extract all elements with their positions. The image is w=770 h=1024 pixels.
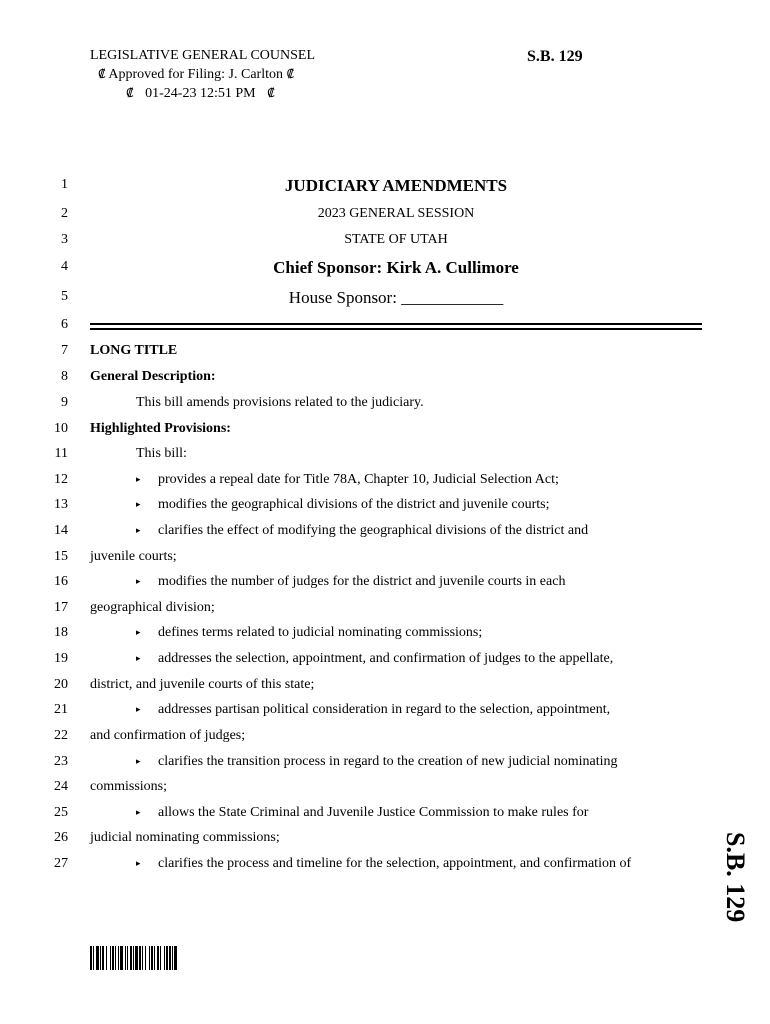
bullet-icon: ▸ <box>136 526 141 536</box>
provision-item: ▸ clarifies the process and timeline for the selection, appointment, and confirmation of <box>136 856 632 871</box>
office-name: LEGISLATIVE GENERAL COUNSEL <box>90 48 316 63</box>
divider-rule <box>90 323 702 325</box>
line-number: 24 <box>54 779 68 794</box>
provision-continuation: and confirmation of judges; <box>90 728 246 743</box>
line-number: 9 <box>61 395 68 410</box>
bill-title: JUDICIARY AMENDMENTS <box>284 176 508 195</box>
line-number: 25 <box>54 805 68 820</box>
provision-continuation: district, and juvenile courts of this state; <box>90 677 315 692</box>
line-number: 21 <box>54 702 68 717</box>
line-number: 18 <box>54 625 68 640</box>
line-number: 12 <box>54 472 68 487</box>
provision-continuation: judicial nominating commissions; <box>90 830 280 845</box>
line-number: 16 <box>54 574 68 589</box>
barcode-icon <box>90 946 232 970</box>
provision-continuation: geographical division; <box>90 600 215 615</box>
bullet-icon: ▸ <box>136 705 141 715</box>
approval-line <box>98 67 294 83</box>
line-number: 19 <box>54 651 68 666</box>
line-number: 4 <box>61 259 68 274</box>
bullet-icon: ▸ <box>136 808 141 818</box>
bill-id-header: S.B. 129 <box>527 48 583 65</box>
approval-mark-icon: ₡ <box>286 67 295 81</box>
bullet-icon: ▸ <box>136 628 141 638</box>
house-sponsor: House Sponsor: ____________ <box>288 288 504 307</box>
line-number: 8 <box>61 369 68 384</box>
datetime-line <box>126 86 275 102</box>
line-number: 11 <box>54 446 68 461</box>
line-number: 6 <box>61 317 68 332</box>
approval-mark-icon: ₡ <box>98 67 106 81</box>
provision-item: ▸ clarifies the effect of modifying the geographical divisions of the district and <box>136 523 589 538</box>
chief-sponsor: Chief Sponsor: Kirk A. Cullimore <box>273 258 519 277</box>
line-number: 14 <box>54 523 68 538</box>
line-number: 22 <box>54 728 68 743</box>
line-number: 15 <box>54 549 68 564</box>
bullet-icon: ▸ <box>136 654 141 664</box>
provision-item: ▸ addresses partisan political consideration in regard to the selection, appointment, <box>136 702 611 717</box>
bullet-icon: ▸ <box>136 859 141 869</box>
provision-item: ▸ modifies the geographical divisions of the district and juvenile courts; <box>136 497 550 512</box>
provision-item: ▸ addresses the selection, appointment, and confirmation of judges to the appellate, <box>136 651 614 666</box>
bullet-icon: ▸ <box>136 475 141 485</box>
line-number: 27 <box>54 856 68 871</box>
provision-item: ▸ clarifies the transition process in regard to the creation of new judicial nominating <box>136 754 618 769</box>
line-number: 26 <box>54 830 68 845</box>
section-heading-highlighted-provisions: Highlighted Provisions: <box>90 421 231 436</box>
line-number: 5 <box>61 289 68 304</box>
approval-mark-icon: ₡ <box>267 86 275 100</box>
line-number: 7 <box>61 343 68 358</box>
line-number: 17 <box>54 600 68 615</box>
section-heading-long-title: LONG TITLE <box>90 343 178 358</box>
bullet-icon: ▸ <box>136 500 141 510</box>
line-number: 23 <box>54 754 68 769</box>
line-number: 1 <box>61 177 68 192</box>
provision-item: ▸ defines terms related to judicial nominating commissions; <box>136 625 483 640</box>
side-bill-id: S.B. 129 <box>721 832 750 923</box>
divider-rule <box>90 328 702 330</box>
line-number: 3 <box>61 232 68 247</box>
session-line: 2023 GENERAL SESSION <box>317 206 475 221</box>
provision-item: ▸ provides a repeal date for Title 78A, Chapter 10, Judicial Selection Act; <box>136 472 559 487</box>
approval-datetime: 01-24-23 12:51 PM <box>145 86 256 101</box>
provision-item: ▸ allows the State Criminal and Juvenile Justice Commission to make rules for <box>136 805 589 820</box>
provision-item: ▸ modifies the number of judges for the district and juvenile courts in each <box>136 574 566 589</box>
line-number: 10 <box>54 421 68 436</box>
line-number: 20 <box>54 677 68 692</box>
bullet-icon: ▸ <box>136 757 141 767</box>
approval-text: Approved for Filing: J. Carlton <box>108 67 283 82</box>
state-line: STATE OF UTAH <box>344 232 448 247</box>
provision-continuation: commissions; <box>90 779 168 794</box>
general-description-text: This bill amends provisions related to the judiciary. <box>136 395 424 410</box>
line-number: 13 <box>54 497 68 512</box>
bullet-icon: ▸ <box>136 577 141 587</box>
section-heading-general-description: General Description: <box>90 369 216 384</box>
provisions-intro: This bill: <box>136 446 187 461</box>
line-number: 2 <box>61 206 68 221</box>
approval-mark-icon: ₡ <box>126 86 134 100</box>
provision-continuation: juvenile courts; <box>90 549 177 564</box>
